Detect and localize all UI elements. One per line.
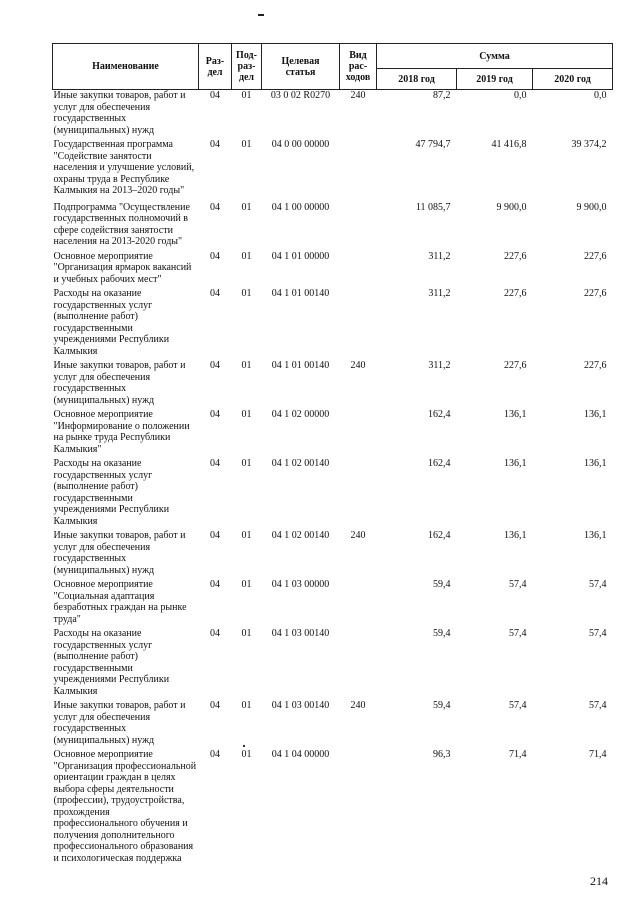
cell-razdel: 04 xyxy=(210,90,220,101)
cell-name: Государственная программа "Содействие занятости населения и улучшение условий, охраны труда в Республике Калмыкия на 2013–2020 годы" xyxy=(53,139,195,196)
cell-vid xyxy=(340,139,377,202)
cell-y2020: 71,4 xyxy=(589,749,607,760)
cell-podrazdel: 01 xyxy=(241,628,252,639)
cell-y2019: 227,6 xyxy=(504,288,527,299)
cell-y2018: 59,4 xyxy=(433,700,451,711)
cell-podrazdel: 01 xyxy=(241,288,252,299)
col-header-razdel: Раз- дел xyxy=(199,44,232,90)
cell-vid xyxy=(340,251,377,289)
cell-y2019: 227,6 xyxy=(504,360,527,371)
cell-y2018: 59,4 xyxy=(433,579,451,590)
table-row xyxy=(53,530,613,579)
cell-vid: 240 xyxy=(350,700,366,711)
cell-y2018: 47 794,7 xyxy=(415,139,451,150)
col-header-podrazdel: Под- раз- дел xyxy=(232,44,262,90)
cell-y2018: 311,2 xyxy=(428,250,451,262)
cell-vid: 240 xyxy=(350,360,366,371)
cell-target: 04 1 03 00140 xyxy=(271,700,330,711)
table-row xyxy=(53,90,613,140)
cell-razdel: 04 xyxy=(210,458,220,469)
cell-target: 04 1 01 00140 xyxy=(271,288,330,299)
cell-vid xyxy=(340,202,377,251)
table-row xyxy=(53,139,613,202)
cell-razdel: 04 xyxy=(210,749,220,760)
table-row xyxy=(53,628,613,700)
cell-y2018: 311,2 xyxy=(428,288,451,299)
cell-vid xyxy=(340,579,377,628)
cell-vid: 240 xyxy=(350,90,366,101)
cell-y2018: 96,3 xyxy=(433,749,451,760)
cell-razdel: 04 xyxy=(210,250,220,262)
cell-y2019: 0,0 xyxy=(514,90,527,101)
cell-razdel: 04 xyxy=(210,201,220,213)
cell-razdel: 04 xyxy=(210,409,220,420)
cell-y2020: 227,6 xyxy=(584,288,607,299)
col-header-2020: 2020 год xyxy=(533,69,613,90)
cell-vid xyxy=(340,409,377,458)
cell-razdel: 04 xyxy=(210,700,220,711)
cell-y2018: 162,4 xyxy=(428,458,451,469)
col-header-sum: Сумма xyxy=(377,44,613,69)
table-row xyxy=(53,288,613,360)
cell-razdel: 04 xyxy=(210,530,220,541)
cell-y2020: 57,4 xyxy=(589,700,607,711)
cell-y2018: 87,2 xyxy=(433,90,451,101)
cell-podrazdel: 01 xyxy=(241,579,252,590)
cell-name: Иные закупки товаров, работ и услуг для обеспечения государственных (муниципальных) нужд xyxy=(53,90,186,136)
cell-podrazdel: 01 xyxy=(241,458,252,469)
cell-vid xyxy=(340,749,377,867)
cell-podrazdel: 01 xyxy=(241,201,252,213)
cell-y2020: 136,1 xyxy=(584,530,607,541)
cell-y2020: 227,6 xyxy=(584,250,607,262)
cell-y2018: 311,2 xyxy=(428,360,451,371)
cell-y2019: 57,4 xyxy=(509,628,527,639)
cell-y2020: 9 900,0 xyxy=(576,201,607,213)
cell-y2019: 57,4 xyxy=(509,700,527,711)
table-row xyxy=(53,360,613,409)
cell-name: Иные закупки товаров, работ и услуг для обеспечения государственных (муниципальных) нужд xyxy=(53,360,186,406)
col-header-2018: 2018 год xyxy=(377,69,457,90)
cell-podrazdel: 01 xyxy=(241,530,252,541)
cell-name: Иные закупки товаров, работ и услуг для обеспечения государственных (муниципальных) нужд xyxy=(53,700,186,746)
cell-y2019: 9 900,0 xyxy=(496,201,527,213)
cell-razdel: 04 xyxy=(210,139,220,150)
page-number: 214 xyxy=(590,874,608,888)
cell-y2020: 39 374,2 xyxy=(571,139,607,150)
cell-target: 04 1 02 00140 xyxy=(271,530,330,541)
cell-podrazdel: 01 xyxy=(241,360,252,371)
cell-y2020: 0,0 xyxy=(594,90,607,101)
cell-target: 04 1 01 00000 xyxy=(271,250,330,262)
cell-y2018: 162,4 xyxy=(428,530,451,541)
cell-vid xyxy=(340,288,377,360)
cell-target: 04 1 02 00000 xyxy=(271,409,330,420)
cell-podrazdel: 01 xyxy=(241,90,252,101)
cell-name: Подпрограмма "Осуществление государственных полномочий в сфере содействия занятости населения на 2013-2020 годы" xyxy=(53,201,190,247)
cell-y2018: 162,4 xyxy=(428,409,451,420)
table-row xyxy=(53,749,613,867)
cell-podrazdel: 01 xyxy=(241,749,252,760)
cell-podrazdel: 01 xyxy=(241,139,252,150)
col-header-target: Целевая статья xyxy=(262,44,340,90)
cell-target: 04 1 04 00000 xyxy=(271,749,330,760)
cell-target: 04 0 00 00000 xyxy=(271,139,330,150)
budget-table xyxy=(52,43,613,867)
table-row xyxy=(53,579,613,628)
top-mark xyxy=(258,14,264,16)
cell-vid: 240 xyxy=(350,530,366,541)
cell-target: 04 1 00 00000 xyxy=(271,201,330,213)
cell-name: Иные закупки товаров, работ и услуг для обеспечения государственных (муниципальных) нужд xyxy=(53,530,186,576)
cell-name: Основное мероприятие "Социальная адаптация безработных граждан на рынке труда" xyxy=(53,579,187,625)
cell-y2019: 71,4 xyxy=(509,749,527,760)
cell-target: 04 1 03 00140 xyxy=(271,628,330,639)
cell-y2020: 136,1 xyxy=(584,458,607,469)
cell-razdel: 04 xyxy=(210,628,220,639)
cell-y2019: 136,1 xyxy=(504,409,527,420)
cell-y2019: 41 416,8 xyxy=(491,139,527,150)
cell-target: 04 1 02 00140 xyxy=(271,458,330,469)
table-row xyxy=(53,458,613,530)
col-header-name: Наименование xyxy=(53,44,199,90)
cell-y2019: 57,4 xyxy=(509,579,527,590)
table-row xyxy=(53,700,613,749)
cell-name: Основное мероприятие "Организация профессиональной ориентации граждан в целях выбора сферы деятельности (профессии), трудоустройства, прохождения профессионального обучения и получения дополнительного профессионального образования и психологическая поддержка xyxy=(53,749,197,864)
cell-target: 04 1 01 00140 xyxy=(271,360,330,371)
cell-razdel: 04 xyxy=(210,579,220,590)
table-row xyxy=(53,202,613,251)
cell-vid xyxy=(340,458,377,530)
cell-name: Основное мероприятие "Организация ярмарок вакансий и учебных рабочих мест" xyxy=(53,250,192,285)
cell-y2020: 136,1 xyxy=(584,409,607,420)
cell-podrazdel: 01 xyxy=(241,700,252,711)
cell-name: Расходы на оказание государственных услуг (выполнение работ) государственными учреждениями Республики Калмыкия xyxy=(53,288,170,357)
cell-y2020: 57,4 xyxy=(589,628,607,639)
cell-y2020: 227,6 xyxy=(584,360,607,371)
header-row xyxy=(53,44,613,69)
cell-target: 04 1 03 00000 xyxy=(271,579,330,590)
stray-dot xyxy=(243,745,245,747)
cell-target: 03 0 02 R0270 xyxy=(270,90,331,101)
cell-podrazdel: 01 xyxy=(241,250,252,262)
cell-vid xyxy=(340,628,377,700)
cell-y2020: 57,4 xyxy=(589,579,607,590)
col-header-vid: Вид рас- ходов xyxy=(340,44,377,90)
cell-razdel: 04 xyxy=(210,288,220,299)
cell-name: Основное мероприятие "Информирование о положении на рынке труда Республики Калмыкия" xyxy=(53,409,190,455)
cell-y2019: 227,6 xyxy=(504,250,527,262)
cell-y2019: 136,1 xyxy=(504,530,527,541)
cell-name: Расходы на оказание государственных услуг (выполнение работ) государственными учреждениями Республики Калмыкия xyxy=(53,628,170,697)
table-row xyxy=(53,251,613,289)
cell-razdel: 04 xyxy=(210,360,220,371)
cell-y2019: 136,1 xyxy=(504,458,527,469)
cell-y2018: 11 085,7 xyxy=(415,201,451,213)
cell-y2018: 59,4 xyxy=(433,628,451,639)
cell-name: Расходы на оказание государственных услуг (выполнение работ) государственными учреждениями Республики Калмыкия xyxy=(53,458,170,527)
table-row xyxy=(53,409,613,458)
col-header-2019: 2019 год xyxy=(457,69,533,90)
cell-podrazdel: 01 xyxy=(241,409,252,420)
